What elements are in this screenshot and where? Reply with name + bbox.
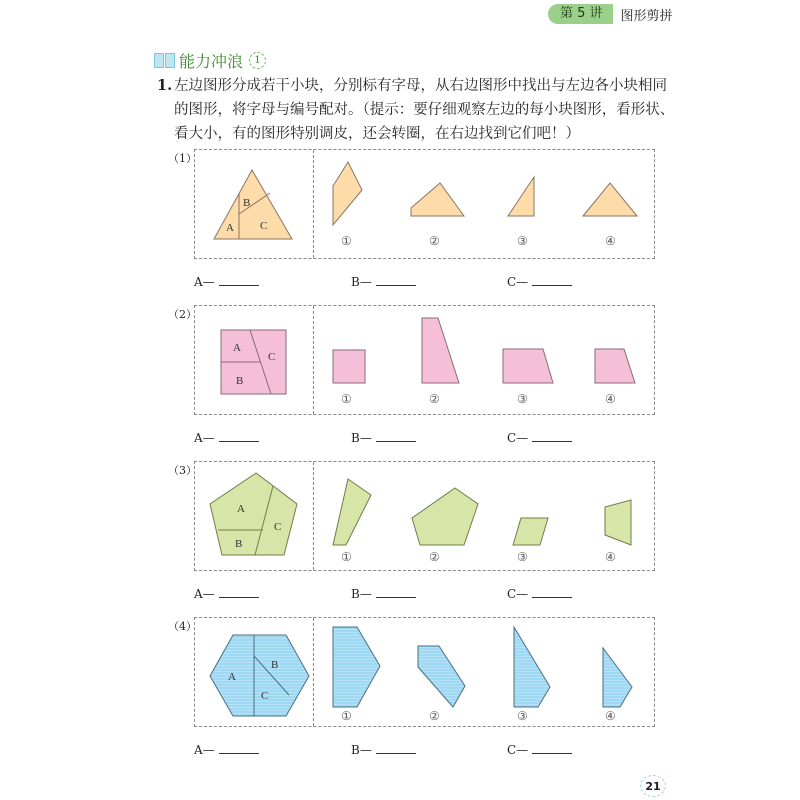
answer-blank-c[interactable] (532, 275, 572, 286)
section-number-badge: 1 (249, 52, 266, 69)
answer-letter-c: C— (507, 431, 529, 445)
option-1: ① (341, 709, 352, 723)
answer-letter-c: C— (507, 743, 529, 757)
question-number: 1. (157, 77, 173, 94)
answer-letter-c: C— (507, 275, 529, 289)
answer-blank-c[interactable] (532, 431, 572, 442)
svg-text:C: C (261, 690, 269, 702)
answer-letter-c: C— (507, 587, 529, 601)
svg-text:A: A (233, 342, 241, 354)
svg-text:B: B (236, 375, 244, 387)
part-label-3: （3） (168, 464, 197, 477)
svg-text:B: B (243, 197, 251, 209)
pentagon-figure (195, 462, 656, 572)
part-label-4: （4） (168, 620, 197, 633)
svg-text:A: A (228, 671, 236, 683)
question-1 (157, 74, 677, 146)
triangle-figure (195, 150, 656, 260)
answer-letter-b: B— (351, 587, 372, 601)
answer-letter-a: A— (194, 587, 215, 601)
answer-blank-a[interactable] (219, 587, 259, 598)
answer-blank-a[interactable] (219, 275, 259, 286)
option-2: ② (429, 550, 440, 564)
part-label-1: （1） (168, 152, 197, 165)
answer-letter-a: A— (194, 431, 215, 445)
book-icon (154, 53, 176, 68)
page-number: 21 (640, 775, 666, 797)
option-4: ④ (605, 709, 616, 723)
answer-blank-a[interactable] (219, 743, 259, 754)
svg-text:B: B (271, 659, 279, 671)
option-3: ③ (517, 709, 528, 723)
answer-letter-b: B— (351, 743, 372, 757)
answer-letter-a: A— (194, 743, 215, 757)
svg-text:A: A (226, 222, 234, 234)
option-3: ③ (517, 392, 528, 406)
option-2: ② (429, 392, 440, 406)
figure-box-1 (194, 149, 655, 259)
option-1: ① (341, 392, 352, 406)
section-heading (154, 49, 266, 72)
figure-box-4 (194, 617, 655, 727)
option-4: ④ (605, 550, 616, 564)
section-title: 能力冲浪 (179, 52, 244, 71)
option-4: ④ (605, 234, 616, 248)
option-2: ② (429, 709, 440, 723)
answer-blank-c[interactable] (532, 743, 572, 754)
svg-text:A: A (237, 503, 245, 515)
svg-text:B: B (235, 538, 243, 550)
option-4: ④ (605, 392, 616, 406)
option-3: ③ (517, 234, 528, 248)
square-figure (195, 306, 656, 416)
answer-blank-b[interactable] (376, 587, 416, 598)
option-1: ① (341, 550, 352, 564)
lesson-header (548, 4, 673, 24)
svg-text:C: C (268, 351, 276, 363)
option-1: ① (341, 234, 352, 248)
answer-letter-b: B— (351, 275, 372, 289)
answer-blank-b[interactable] (376, 275, 416, 286)
question-text: 左边图形分成若干小块，分别标有字母，从右边图形中找出与左边各小块相同的图形，将字母与编号配对。（提示：要仔细观察左边的每小块图形，看形状、看大小，有的图形特别调皮，还会转圈，在右边找到它们吧！） (174, 78, 675, 142)
answer-blank-b[interactable] (376, 743, 416, 754)
figure-box-2 (194, 305, 655, 415)
svg-text:C: C (260, 220, 268, 232)
option-2: ② (429, 234, 440, 248)
answer-letter-b: B— (351, 431, 372, 445)
lesson-title: 图形剪拼 (620, 8, 673, 24)
hexagon-figure (195, 618, 656, 728)
figure-box-3 (194, 461, 655, 571)
answer-blank-a[interactable] (219, 431, 259, 442)
answer-blank-b[interactable] (376, 431, 416, 442)
option-3: ③ (517, 550, 528, 564)
answer-letter-a: A— (194, 275, 215, 289)
answer-blank-c[interactable] (532, 587, 572, 598)
lesson-number-badge: 第 5 讲 (548, 4, 613, 24)
part-label-2: （2） (168, 308, 197, 321)
svg-text:C: C (274, 521, 282, 533)
